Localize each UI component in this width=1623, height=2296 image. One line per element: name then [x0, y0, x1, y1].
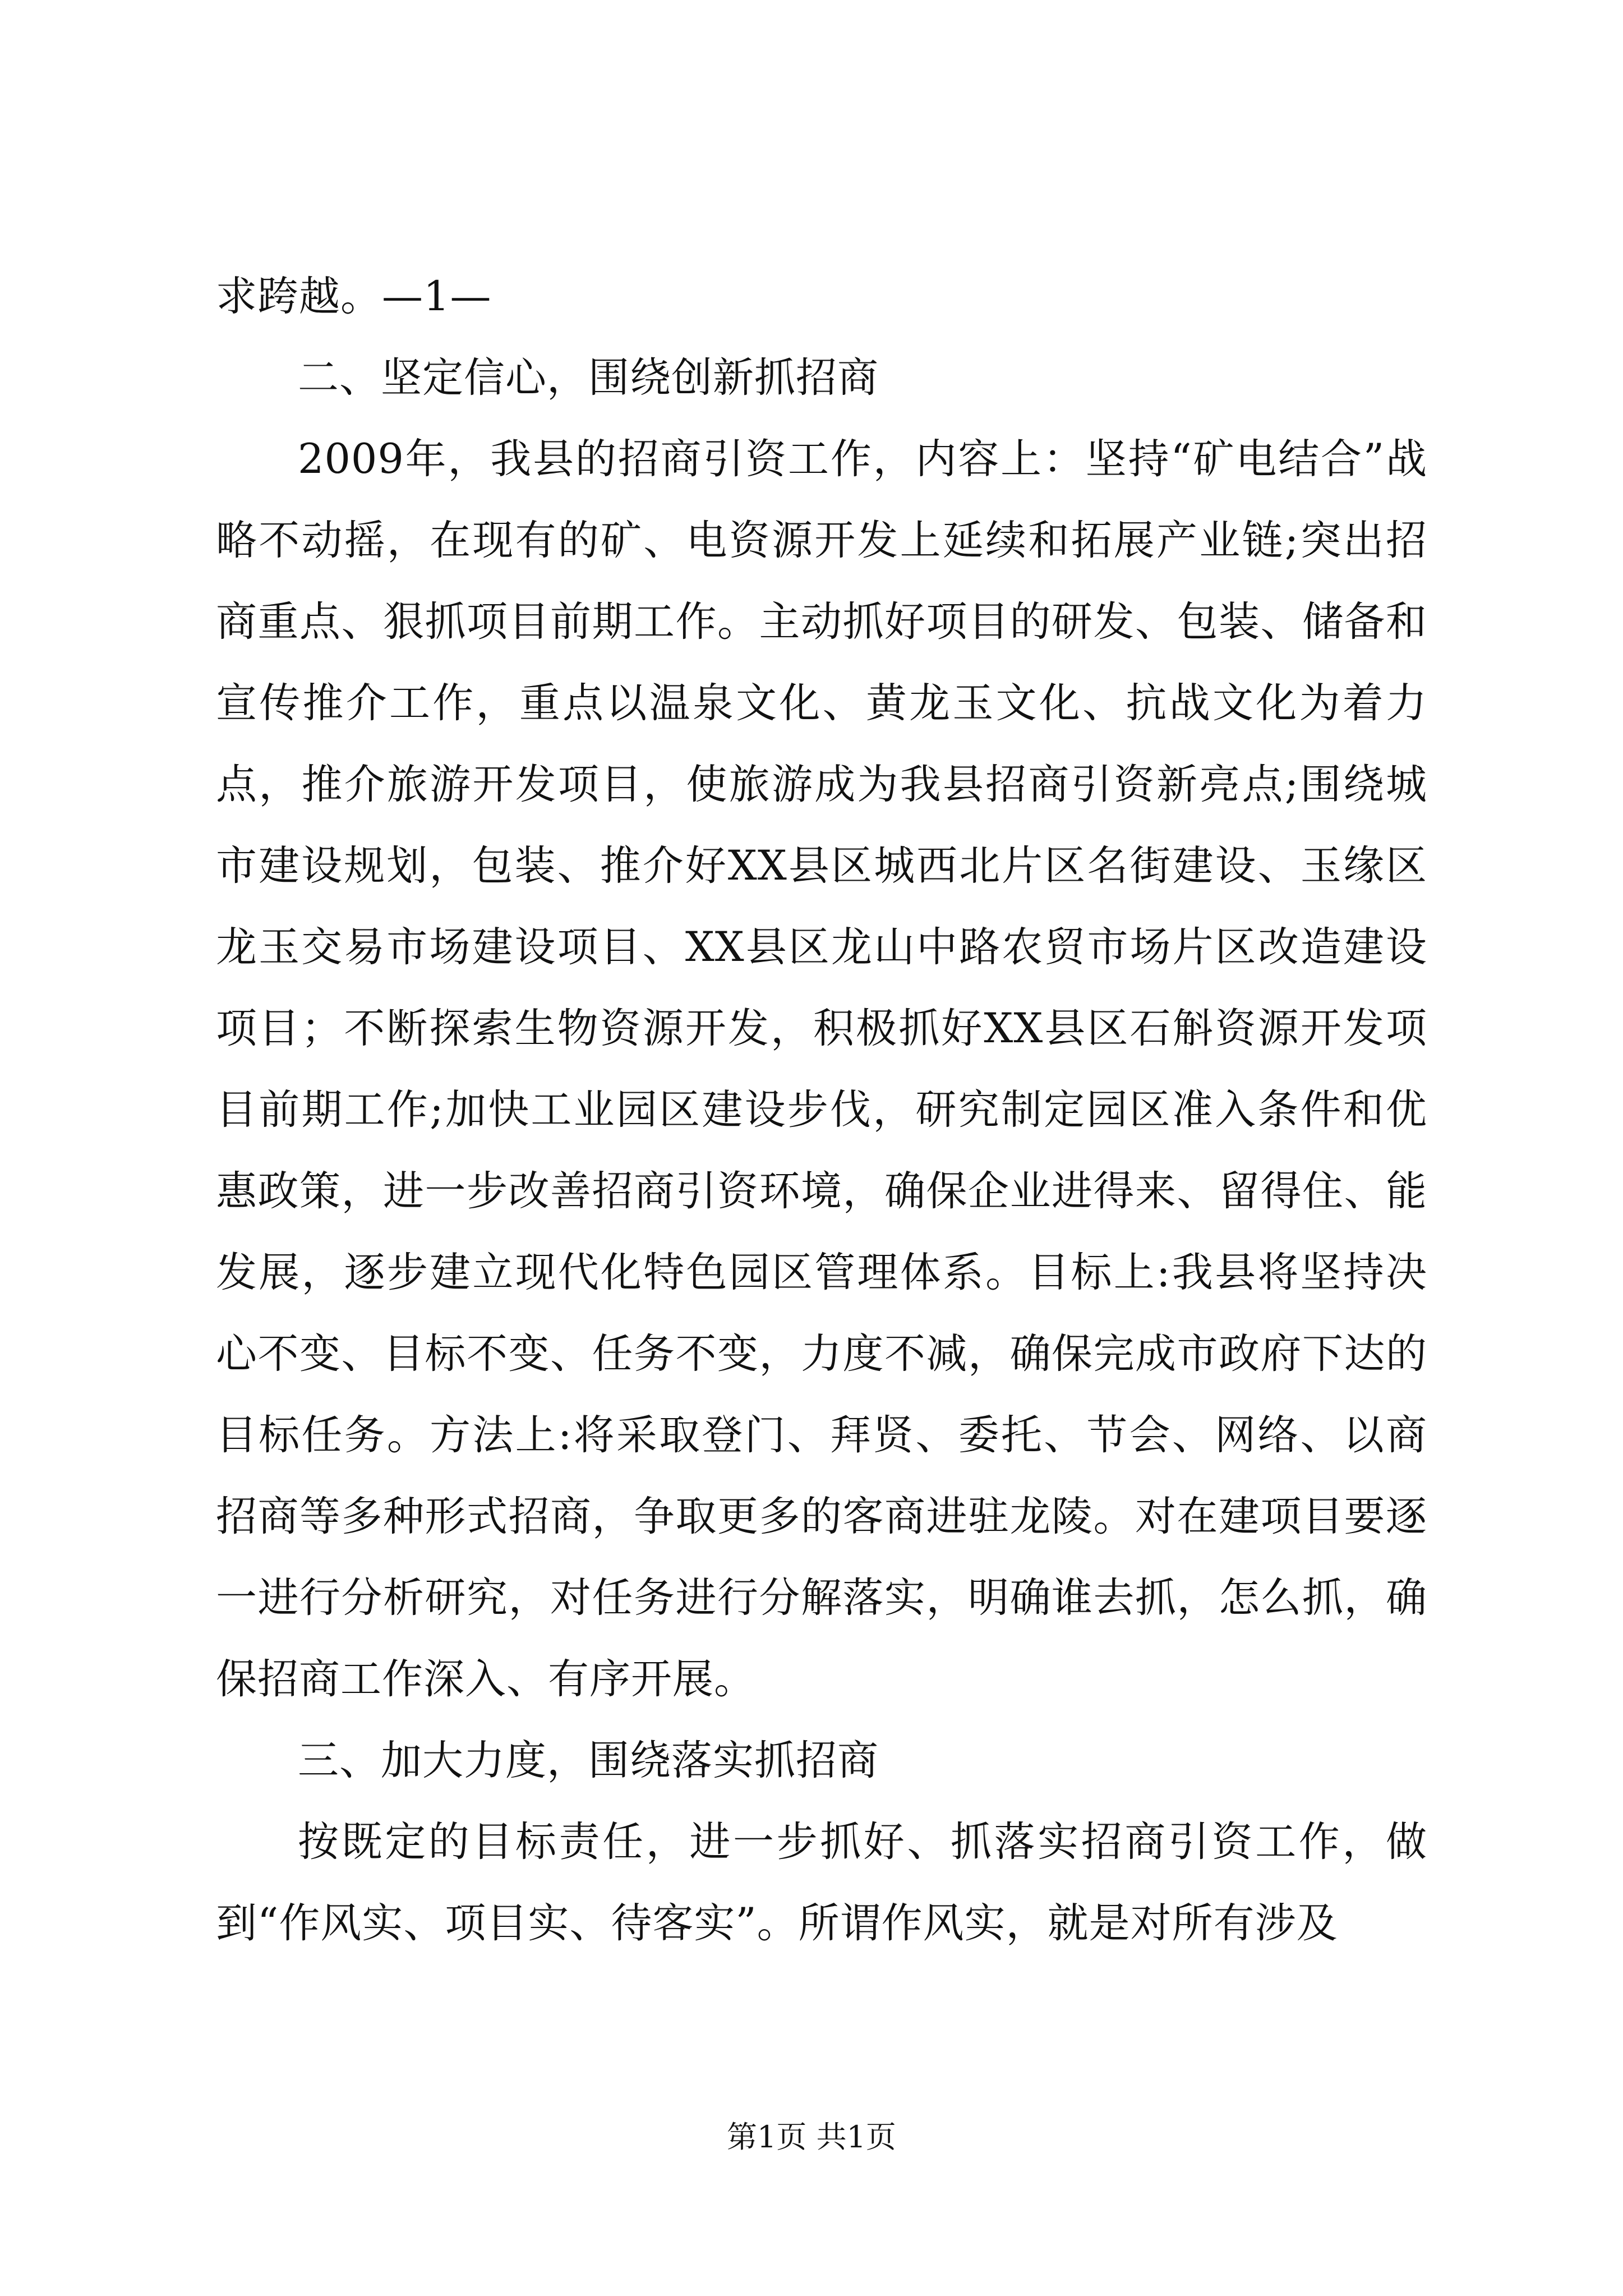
section-heading-2: 二、坚定信心，围绕创新抓招商: [298, 354, 879, 402]
section-heading-3: 三、加大力度，围绕落实抓招商: [298, 1737, 879, 1784]
page-footer: 第1页 共1页: [727, 2119, 896, 2155]
paragraph-continuation: 求跨越。—1—: [216, 273, 492, 320]
document-body: [216, 256, 1427, 1964]
paragraph-body: 2009年，我县的招商引资工作，内容上：坚持“矿电结合”战略不动摇，在现有的矿、电资源开发上延续和拓展产业链;突出招商重点、狠抓项目前期工作。主动抓好项目的研发、包装、储备和宣传推介工作，重点以温泉文化、黄龙玉文化、抗战文化为着力点，推介旅游开发项目，使旅游成为我县招商引资新亮点;围绕城市建设规划，包装、推介好XX县区城西北片区名街建设、玉缘区龙玉交易市场建设项目、XX县区龙山中路农贸市场片区改造建设项目；不断探索生物资源开发，积极抓好XX县区石斛资源开发项目前期工作;加快工业园区建设步伐，研究制定园区准入条件和优惠政策，进一步改善招商引资环境，确保企业进得来、留得住、能发展，逐步建立现代化特色园区管理体系。目标上:我县将坚持决心不变、目标不变、任务不变，力度不减，确保完成市政府下达的目标任务。方法上:将采取登门、拜贤、委托、节会、网络、以商招商等多种形式招商，争取更多的客商进驻龙陵。对在建项目要逐一进行分析研究，对任务进行分解落实，明确谁去抓，怎么抓，确保招商工作深入、有序开展。: [216, 435, 1427, 1703]
paragraph-body: 按既定的目标责任，进一步抓好、抓落实招商引资工作，做到“作风实、项目实、待客实”。所谓作风实，就是对所有涉及: [216, 1818, 1427, 1947]
